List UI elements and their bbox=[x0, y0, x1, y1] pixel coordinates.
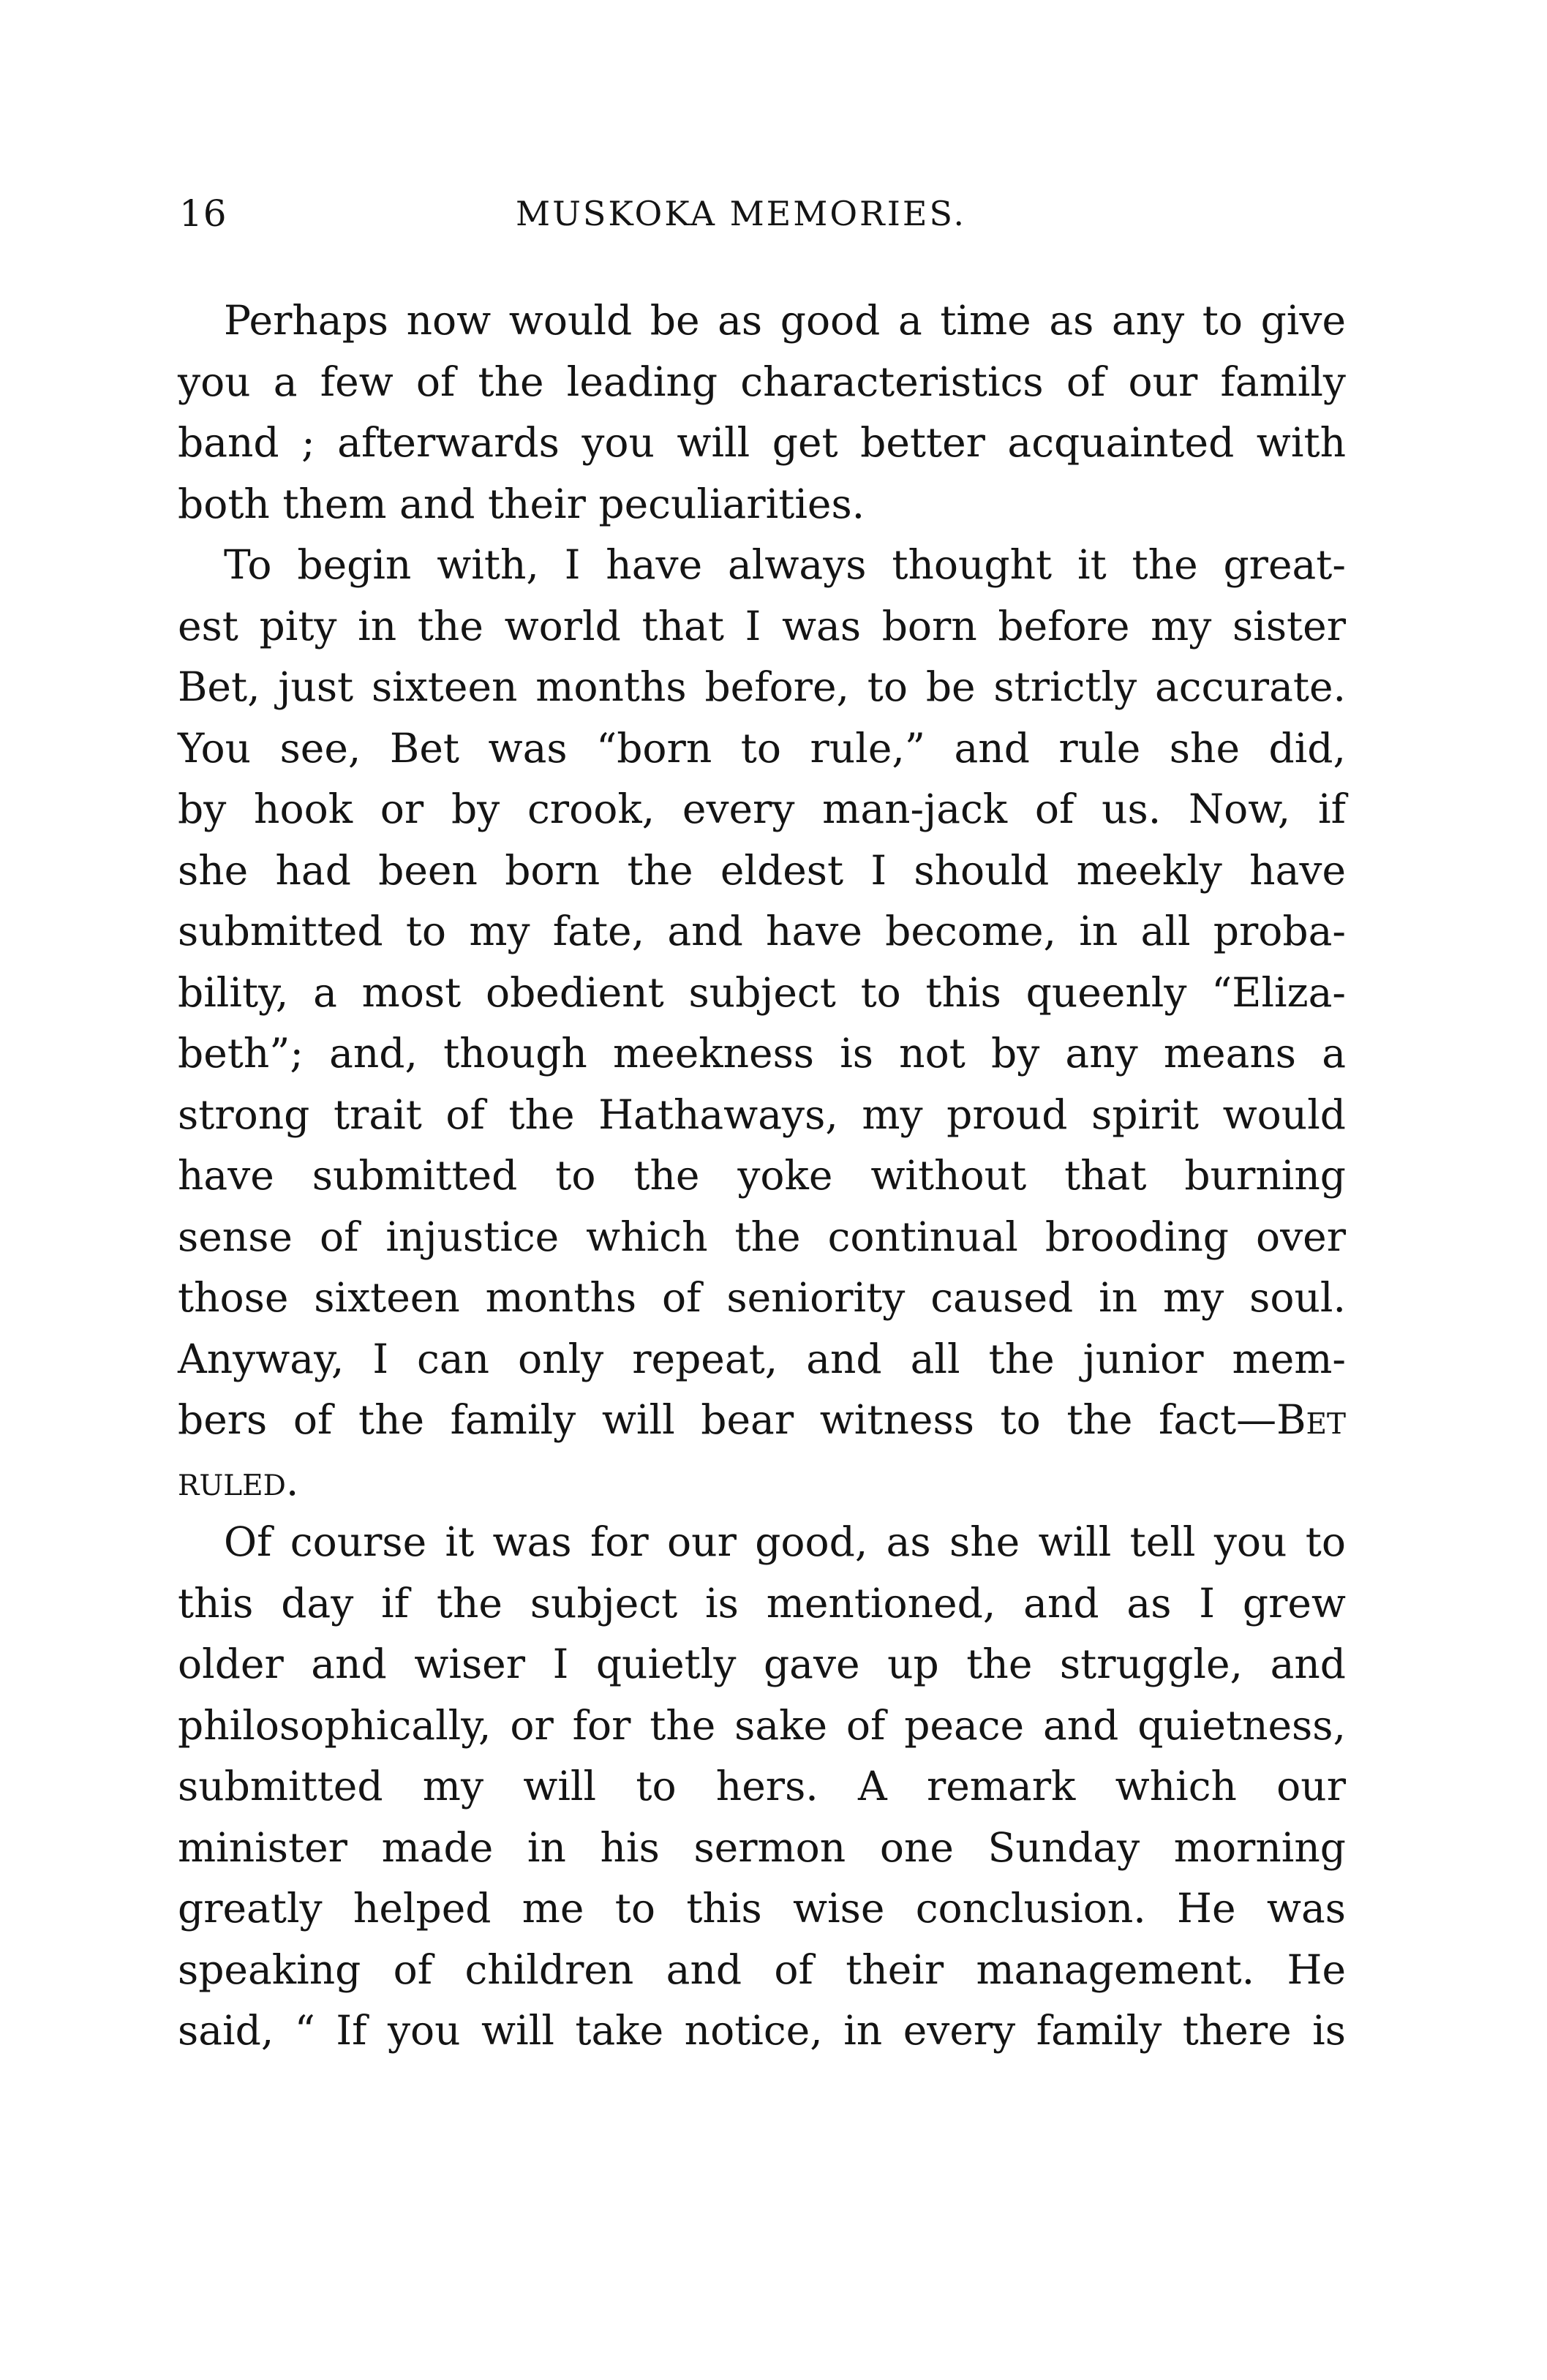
text-line: beth”; and, though meekness is not by any means a bbox=[178, 1030, 1346, 1077]
text-line: speaking of children and of their management. He bbox=[178, 1946, 1346, 1993]
text-line: ruled. bbox=[178, 1457, 299, 1505]
body-text bbox=[178, 290, 1346, 2062]
text-line: To begin with, I have always thought it the great- bbox=[224, 541, 1346, 588]
text-line: said, “ If you will take notice, in every family there is bbox=[178, 2007, 1346, 2054]
text-line: submitted to my fate, and have become, in all proba- bbox=[178, 908, 1346, 954]
running-head bbox=[179, 192, 1346, 250]
paragraph-3 bbox=[178, 1512, 1346, 2062]
text-line: older and wiser I quietly gave up the struggle, and bbox=[178, 1641, 1346, 1687]
text-line: est pity in the world that I was born before my sister bbox=[178, 602, 1346, 649]
text-line: Anyway, I can only repeat, and all the junior mem- bbox=[178, 1335, 1346, 1382]
text-line: minister made in his sermon one Sunday morning bbox=[178, 1823, 1346, 1871]
text-line: those sixteen months of seniority caused in my soul. bbox=[178, 1274, 1346, 1321]
text-line: Of course it was for our good, as she will tell you to bbox=[224, 1518, 1346, 1565]
text-line: Perhaps now would be as good a time as any to give bbox=[224, 297, 1346, 344]
text-line: philosophically, or for the sake of peace and quietness, bbox=[178, 1701, 1346, 1749]
page-number: 16 bbox=[179, 192, 227, 235]
text-line: this day if the subject is mentioned, and as I grew bbox=[178, 1579, 1346, 1627]
text-line: both them and their peculiarities. bbox=[178, 480, 865, 527]
text-line: submitted my will to hers. A remark which our bbox=[178, 1763, 1346, 1810]
text-line: band ; afterwards you will get better acquainted with bbox=[178, 419, 1346, 466]
text-line: strong trait of the Hathaways, my proud spirit would bbox=[178, 1091, 1346, 1138]
small-caps-word: Bet bbox=[1276, 1396, 1346, 1443]
text-line: Bet, just sixteen months before, to be strictly accurate. bbox=[178, 663, 1346, 710]
text-line: bility, a most obedient subject to this queenly “Eliza- bbox=[178, 968, 1346, 1016]
paragraph-1 bbox=[178, 290, 1346, 535]
paragraph-2 bbox=[178, 535, 1346, 1512]
text-line: bers of the family will bear witness to the fact—Bet bbox=[178, 1396, 1346, 1443]
text-line: you a few of the leading characteristics of our family bbox=[178, 358, 1346, 405]
text-line: she had been born the eldest I should meekly have bbox=[178, 846, 1346, 894]
running-title: MUSKOKA MEMORIES. bbox=[516, 194, 966, 233]
text-line: by hook or by crook, every man-jack of us. Now, if bbox=[178, 786, 1346, 832]
text-line: greatly helped me to this wise conclusion. He was bbox=[178, 1885, 1346, 1932]
text-line: have submitted to the yoke without that burning bbox=[178, 1152, 1346, 1199]
text-line: sense of injustice which the continual brooding over bbox=[178, 1213, 1346, 1260]
text-line: You see, Bet was “born to rule,” and rule she did, bbox=[178, 724, 1346, 772]
